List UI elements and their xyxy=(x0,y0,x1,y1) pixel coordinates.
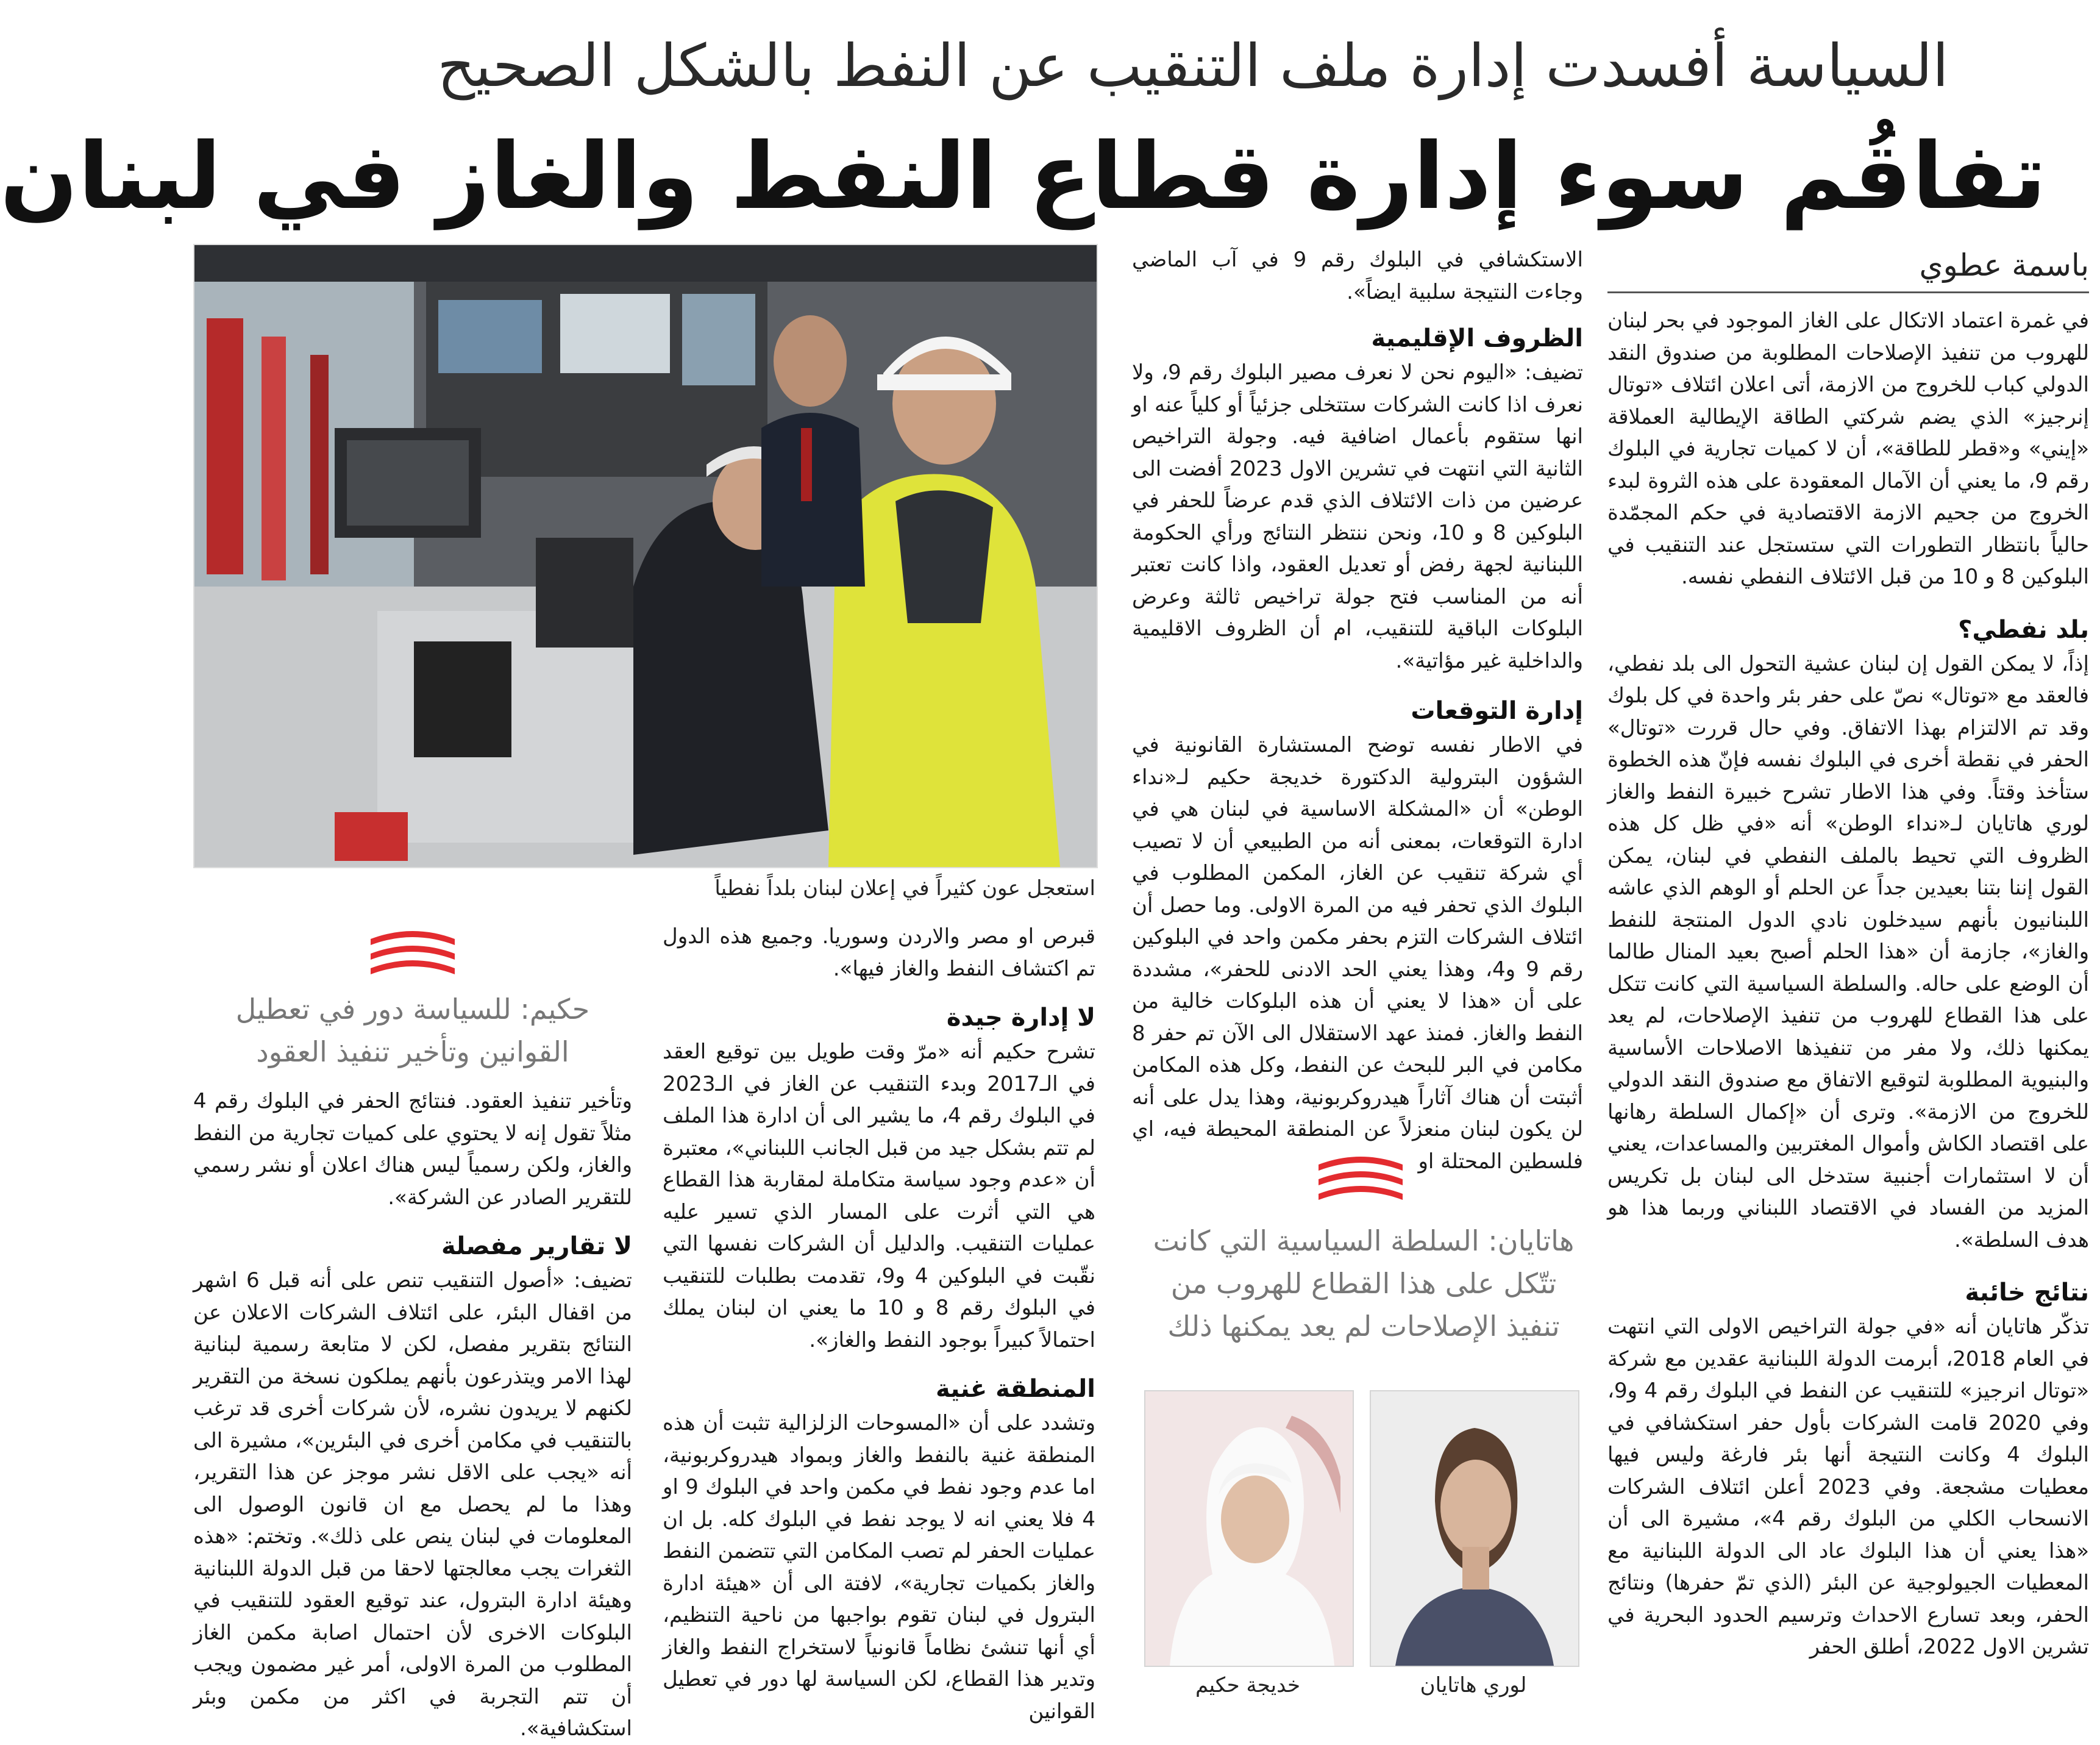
col1-paragraph-2: إذاً، لا يمكن القول إن لبنان عشية التحول الى بلد نفطي، فالعقد مع «توتال» نصّ على حفر بئر واحدة في كل بلوك وقد تم الالتزام بهذا الاتفاق. وفي حال قررت «توتال» الحفر في نقطة أخرى في البلوك نفسه فإنّ هذه الخطوة ستأخذ وقتاً. وفي هذا الاطار تشرح خبيرة النفط والغاز لوري هاتايان لـ«نداء الوطن» أنه «في ظل كل هذه الظروف التي تحيط بالملف النفطي في لبنان، يمكن القول إننا بتنا بعيدين جداً عن الحلم أو الوهم الذي عاشه اللبنانيون بأنهم سيدخلون نادي الدول المنتجة للنفط والغاز»، جازمة أن «هذا الحلم أصبح بعيد المنال طالما أن الوضع على حاله. والسلطة السياسية التي كانت تتكل على هذا القطاع للهروب من تنفيذ الإصلاحات، لم يعد يمكنها ذلك، ولا مفر من تنفيذها الاصلاحات الأساسية والبنيوية المطلوبة لتوقيع الاتفاق مع صندوق النقد الدولي للخروج من الازمة». وترى أن «إكمال السلطة رهانها على اقتصاد الكاش وأموال المغتربين والمساعدات، يعني أن لا استثمارات أجنبية ستدخل الى لبنان بل تكريس المزيد من الفساد في الاقتصاد اللبناني وربما هذا هو هدف السلطة». xyxy=(1607,651,2089,1252)
byline: باسمة عطوي xyxy=(1919,248,2089,283)
pull-quote-hakim: حكيم: للسياسة دور في تعطيل القوانين وتأخير تنفيذ العقود xyxy=(235,993,590,1068)
main-photo xyxy=(193,244,1098,868)
flag-mark xyxy=(1315,1152,1406,1204)
article-kicker: السياسة أفسدت إدارة ملف التنقيب عن النفط بالشكل الصحيح xyxy=(437,32,1949,100)
col3-paragraph-2: تشرح حكيم أنه «مرّ وقت طويل بين توقيع العقد في الـ2017 وبدء التنقيب عن الغاز في الـ2023 في البلوك رقم 4، ما يشير الى أن ادارة هذا الملف لم تتم بشكل جيد من قبل الجانب اللبناني»، معتبرة أن «عدم وجود سياسة متكاملة لمقاربة هذا القطاع هي التي أثرت على المسار الذي تسير عليه عمليات التنقيب. والدليل أن الشركات نفسها التي نقّبت في البلوكين 4 و9، تقدمت بطلبات للتنقيب في البلوك رقم 8 و 10 ما يعني ان لبنان يملك احتمالاً كبيراً بوجود النفط والغاز». xyxy=(663,1040,1095,1352)
name-khadija-hakim: خديجة حكيم xyxy=(1195,1673,1300,1697)
article-headline: تفاقُم سوء إدارة قطاع النفط والغاز في لبنان xyxy=(0,124,2046,230)
pull-quote-hatayan: هاتايان: السلطة السياسية التي كانت تتّكل على هذا القطاع للهروب من تنفيذ الإصلاحات لم يعد يمكنها ذلك xyxy=(1153,1224,1575,1343)
col4-subhead-1: لا تقارير مفصلة xyxy=(441,1232,632,1260)
byline-rule xyxy=(1607,291,2089,293)
col2-subhead-2: إدارة التوقعات xyxy=(1411,697,1583,725)
col1-paragraph-1: في غمرة اعتماد الاتكال على الغاز الموجود في بحر لبنان للهروب من تنفيذ الإصلاحات المطلوبة من صندوق النقد الدولي كباب للخروج من الازمة، أتى اعلان ائتلاف «توتال إنرجيز» الذي يضم شركتي الطاقة الإيطالية العملاقة «إيني» و«قطر للطاقة»، أن لا كميات تجارية في البلوك رقم 9، ما يعني أن الآمال المعقودة على هذه الثروة لبدء الخروج من جحيم الازمة الاقتصادية في حكم المجمّدة حالياً بانتظار التطورات التي ستستجل عند التنقيب في البلوكين 8 و 10 من قبل الائتلاف النفطي نفسه. xyxy=(1607,309,2090,589)
photo-khadija-hakim xyxy=(1144,1390,1354,1667)
name-lori-hatayan: لوري هاتايان xyxy=(1420,1673,1527,1697)
col1-subhead-2: نتائج خائبة xyxy=(1965,1279,2089,1307)
photo-lori-hatayan xyxy=(1370,1390,1579,1667)
col1-subhead-1: بلد نفطي؟ xyxy=(1958,615,2089,644)
column-4 xyxy=(193,1085,632,1741)
col1-paragraph-3: تذكّر هاتايان أنه «في جولة التراخيص الاولى التي انتهت في العام 2018، أبرمت الدولة اللبنانية عقدين مع شركة «توتال انرجيز» للتنقيب عن النفط في البلوك رقم 4 و9، وفي 2020 قامت الشركات بأول حفر استكشافي في البلوك 4 وكانت النتيجة أنها بئر فارغة وليس فيها معطيات مشجعة. وفي 2023 أعلن ائتلاف الشركات الانسحاب الكلي من البلوك رقم 4»، مشيرة الى أن «هذا يعني أن هذا البلوك عاد الى الدولة اللبنانية مع المعطيات الجيولوجية عن البئر (الذي تمّ حفرها) ونتائج الحفر، وبعد تسارع الاحداث وترسيم الحدود البحرية في تشرين الاول 2022، أطلق الحفر xyxy=(1607,1315,2090,1659)
col2-paragraph-2: تضيف: «اليوم نحن لا نعرف مصير البلوك رقم 9، ولا نعرف اذا كانت الشركات ستتخلى جزئياً أو كلياً عنه او انها ستقوم بأعمال اضافية فيه. وجولة التراخيص الثانية التي انتهت في تشرين الاول 2023 أفضت الى عرضين من ذات الائتلاف الذي قدم عرضاً للحفر في البلوكين 8 و 10، ونحن ننتظر النتائج ورأي الحكومة اللبنانية لجهة رفض أو تعديل العقود، واذا كانت تعتبر أنه من المناسب فتح جولة تراخيص ثالثة وعرض البلوكات الباقية للتنقيب، ام أن الظروف الاقليمية والداخلية غير مؤاتية». xyxy=(1132,360,1583,673)
col3-subhead-1: لا إدارة جيدة xyxy=(946,1004,1095,1032)
column-1 xyxy=(1607,305,2089,1707)
col2-subhead-1: الظروف الإقليمية xyxy=(1371,324,1583,352)
photo-caption: استعجل عون كثيراً في إعلان لبنان بلداً نفطياً xyxy=(714,876,1095,901)
col2-paragraph-3: في الاطار نفسه توضح المستشارة القانونية في الشؤون البترولية الدكتورة خديجة حكيم لـ«نداء الوطن» أن «المشكلة الاساسية في لبنان هي في ادارة التوقعات، بمعنى أنه من الطبيعي أن لا تصيب أي شركة تنقيب عن الغاز، المكمن المطلوب في البلوك الذي تحفر فيه من المرة الاولى. وما حصل أن ائتلاف الشركات التزم بحفر مكمن واحد في البلوكين رقم 9 و4، وهذا يعني الحد الادنى للحفر»، مشددة على أن «هذا لا يعني أن هذه البلوكات خالية من النفط والغاز. فمنذ عهد الاستقلال الى الآن تم حفر 8 مكامن في البر للبحث عن النفط، وكل هذه المكامن أثبتت أن هناك آثاراً هيدروكربونية، وهذا يدل على أنه لن يكون لبنان منعزلاً عن المنطقة المحيطة فيه، اي فلسطين المحتلة او xyxy=(1132,733,1583,1174)
col3-paragraph-3: وتشدد على أن «المسوحات الزلزالية تثبت أن هذه المنطقة غنية بالنفط والغاز وبمواد هيدروكربونية، اما عدم وجود نفط في مكمن واحد في البلوك 9 او 4 فلا يعني انه لا يوجد نفط في البلوك كله. بل ان عمليات الحفر لم تصب المكامن التي تتضمن النفط والغاز بكميات تجارية»، لافتة الى أن «هيئة ادارة البترول في لبنان تقوم بواجبها من ناحية التنظيم، أي أنها تنشئ نظاماً قانونياً لاستخراج النفط والغاز وتدير هذا القطاع، لكن السياسة لها دور في تعطيل القوانين xyxy=(663,1411,1095,1724)
col2-paragraph-1: الاستكشافي في البلوك رقم 9 في آب الماضي وجاءت النتيجة سلبية ايضاً». xyxy=(1132,248,1583,304)
column-3 xyxy=(663,921,1095,1724)
col3-subhead-2: المنطقة غنية xyxy=(935,1375,1095,1403)
col3-paragraph-1: قبرص او مصر والاردن وسوريا. وجميع هذه الدول تم اكتشاف النفط والغاز فيها». xyxy=(663,924,1095,981)
col4-paragraph-1: وتأخير تنفيذ العقود. فنتائج الحفر في البلوك رقم 4 مثلاً تقول إنه لا يحتوي على كميات تجارية من النفط والغاز، ولكن رسمياً ليس هناك اعلان أو نشر رسمي للتقرير الصادر عن الشركة». xyxy=(193,1089,632,1210)
col4-paragraph-2: تضيف: «أصول التنقيب تنص على أنه قبل 6 اشهر من اقفال البئر، على ائتلاف الشركات الاعلان عن النتائج بتقرير مفصل، لكن لا متابعة رسمية لبنانية لهذا الامر ويتذرعون بأنهم يملكون نسخة من التقرير لكنهم لا يريدون نشره، لأن شركات أخرى قد ترغب بالتنقيب في مكامن أخرى في البئرين»، مشيرة الى أنه «يجب على الاقل نشر موجز عن هذا التقرير، وهذا ما لم يحصل مع ان قانون الوصول الى المعلومات في لبنان ينص على ذلك». وتختم: «هذه الثغرات يجب معالجتها لاحقا من قبل الدولة اللبنانية وهيئة ادارة البترول، عند توقيع العقود للتنقيب في البلوكات الاخرى لأن احتمال اصابة مكمن الغاز المطلوب من المرة الاولى، أمر غير مضمون ويجب أن تتم التجربة في اكثر من مكمن وبئر استكشافية». xyxy=(193,1268,632,1741)
flag-mark-2 xyxy=(367,927,458,978)
column-2 xyxy=(1132,244,1583,1174)
